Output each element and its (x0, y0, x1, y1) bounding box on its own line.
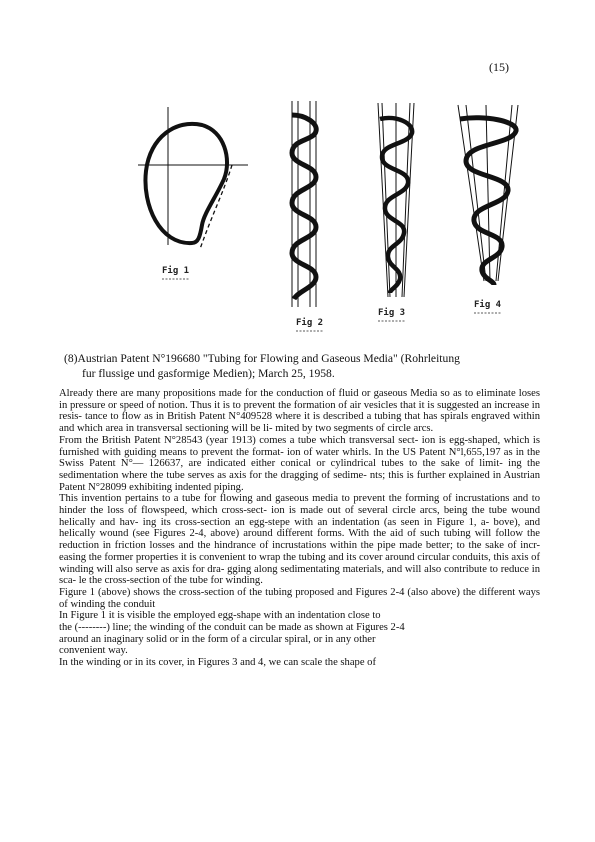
reference-line-1: (8)Austrian Patent N°196680 "Tubing for Flowing and Gaseous Media" (Rohrleitung (64, 352, 460, 365)
paragraph-5-line-3: around an inaginary solid or in the form of a circular spiral, or in any other (59, 633, 376, 645)
patent-figures (120, 95, 540, 340)
paragraph-5-line-4: convenient way. (59, 645, 128, 657)
patent-reference (64, 351, 542, 381)
fig1-label: Fig 1 (162, 266, 190, 276)
fig2-helical-winding (292, 101, 316, 307)
paragraph-3: This invention pertains to a tube for flowing and gaseous media to prevent the forming of incrustations and to hinder the loss of flowspeed, which cross-sect- ion is made out of several circle arcs, being the tube wound helically and hav- ing its cross-section an egg-stepe with an indentation (as seen in Figure 1, a- bove), and helically wound (see Figures 2-4, above) around different forms. With the aid of such tubing will follow the reduction in friction losses and the hindrance of incrustations within the pipe made better; to the sake of incr- easing the former properties it is convenient to wrap the tubing and its cover around circular conduits, this axis of winding will also serve as axis for dra- gging along sedimentating materials, and will also contribute to reduce in sca- le the cross-section of the tube for winding. (59, 493, 540, 587)
fig4-tapered-winding (458, 105, 518, 285)
fig1-cross-section (138, 107, 248, 249)
fig4-label: Fig 4 (474, 300, 502, 310)
paragraph-1: Already there are many propositions made for the conduction of fluid or gaseous Media so as to eliminate loses in pressure or speed of notion. Thus it is to prevent the formation of air vesicles that it is suggested an increase in resis- tance to flow as in British Patent N°409528 where it is described a tubing that has spirals engraved within and which area in transversal sectioning will be li- mited by two segments of circle arcs. (59, 388, 540, 435)
fig3-label: Fig 3 (378, 308, 406, 318)
paragraph-5-line-1: In Figure 1 it is visible the employed egg-shape with an indentation close to (59, 610, 381, 622)
page-number: (15) (489, 60, 509, 74)
fig3-conical-winding (378, 103, 414, 297)
reference-line-2: fur flussige und gasformige Medien); March 25, 1958. (82, 367, 335, 380)
paragraph-5-line-2: the (--------) line; the winding of the conduit can be made as shown at Figures 2-4 (59, 622, 405, 634)
paragraph-4: Figure 1 (above) shows the cross-section of the tubing proposed and Figures 2-4 (also above) the different ways of winding the conduit (59, 586, 540, 610)
body-text (59, 388, 540, 669)
paragraph-6: In the winding or in its cover, in Figures 3 and 4, we can scale the shape of (59, 657, 377, 669)
paragraph-2: From the British Patent N°28543 (year 1913) comes a tube which transversal sect- ion is egg-shaped, which is furnished with guiding means to prevent the format- ion of water whirls. In the US Patent N°l,655,197 as in the Swiss Patent N°— 126637, are indicated either conical or cylindrical tubes to the sake of limit- ing the sedimentation where the tube serves as axis for the dragging of sedime- nts; this is further explained in Austrian Patent N°28099 exhibiting indented piping. (59, 434, 540, 493)
fig2-label: Fig 2 (296, 318, 324, 328)
figure-drawings (120, 95, 540, 340)
